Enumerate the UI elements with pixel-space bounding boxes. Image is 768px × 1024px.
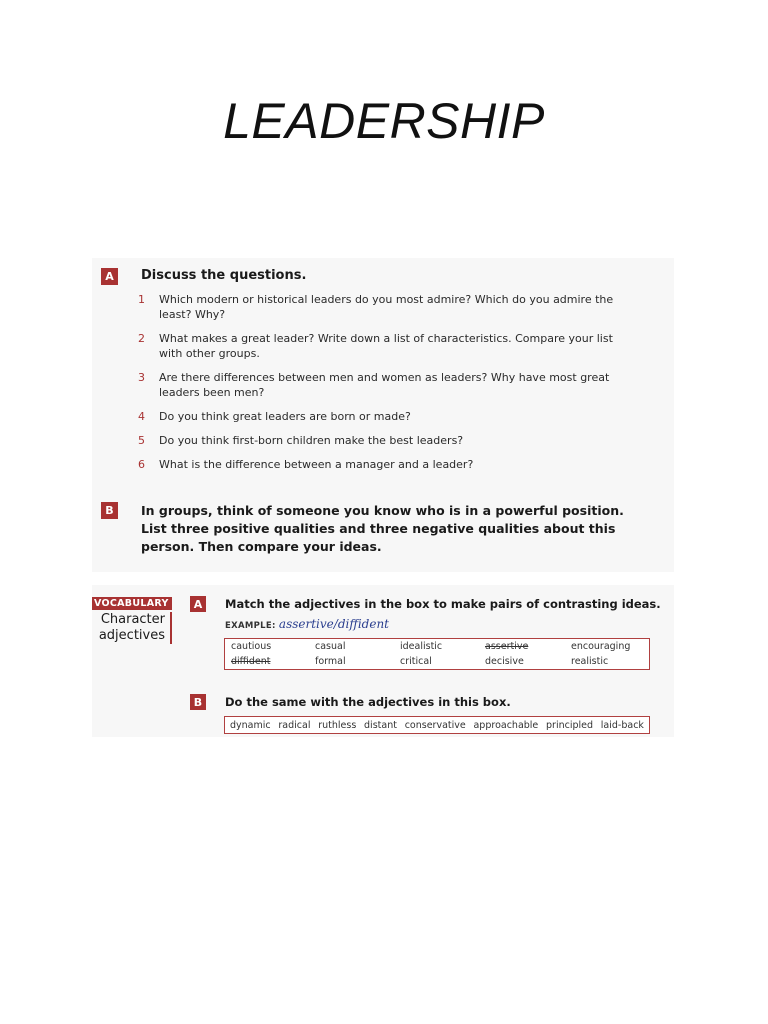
example-line xyxy=(225,617,389,631)
vocabulary-subtitle xyxy=(92,612,172,644)
vocabulary-subtitle-line1: Character xyxy=(100,612,165,627)
question-item xyxy=(138,370,628,400)
adjective-word: critical xyxy=(400,656,432,667)
vocab-b-heading: Do the same with the adjectives in this box. xyxy=(225,695,511,709)
section-b-text: In groups, think of someone you know who is in a powerful position. List three positive qualities and three negative qualities about this person. Then compare your ideas. xyxy=(141,503,624,554)
adjective-word: idealistic xyxy=(400,641,443,652)
adjective-box-b xyxy=(224,716,650,734)
adjective-word: principled xyxy=(546,719,594,731)
vocab-b-badge: B xyxy=(190,694,206,710)
adjective-word: formal xyxy=(315,656,346,667)
adjective-word-crossed: assertive xyxy=(485,641,529,652)
adjective-word: casual xyxy=(315,641,346,652)
question-number: 6 xyxy=(138,458,145,471)
adjective-word: ruthless xyxy=(318,719,357,731)
question-item xyxy=(138,457,628,472)
adjective-word: encouraging xyxy=(571,641,631,652)
question-item xyxy=(138,409,628,424)
question-text: Which modern or historical leaders do you most admire? Which do you admire the least? Why? xyxy=(159,293,614,321)
vocab-a-badge: A xyxy=(190,596,206,612)
page-title: LEADERSHIP xyxy=(223,93,545,149)
adjective-word: radical xyxy=(278,719,311,731)
section-b-badge: B xyxy=(101,502,118,519)
adjective-word: distant xyxy=(364,719,397,731)
vocab-a-heading: Match the adjectives in the box to make pairs of contrasting ideas. xyxy=(225,597,661,611)
adjective-word: dynamic xyxy=(230,719,271,731)
vocabulary-label: VOCABULARY xyxy=(92,597,172,610)
adjective-word: decisive xyxy=(485,656,524,667)
adjective-word: conservative xyxy=(404,719,466,731)
question-text: What is the difference between a manager and a leader? xyxy=(159,458,474,471)
question-number: 2 xyxy=(138,332,145,345)
question-list xyxy=(138,292,628,481)
question-text: Do you think first-born children make the best leaders? xyxy=(159,434,464,447)
question-item xyxy=(138,331,628,361)
question-number: 4 xyxy=(138,410,145,423)
question-text: Do you think great leaders are born or made? xyxy=(159,410,411,423)
question-item xyxy=(138,292,628,322)
vocabulary-subtitle-line2: adjectives xyxy=(98,628,165,643)
vocabulary-tag xyxy=(92,597,172,644)
adjective-word: laid-back xyxy=(600,719,644,731)
adjective-word: cautious xyxy=(231,641,272,652)
question-number: 3 xyxy=(138,371,145,384)
section-a-badge: A xyxy=(101,268,118,285)
question-item xyxy=(138,433,628,448)
question-number: 1 xyxy=(138,293,145,306)
section-a-heading: Discuss the questions. xyxy=(141,268,307,283)
example-answer: assertive/diffident xyxy=(278,617,390,631)
question-number: 5 xyxy=(138,434,145,447)
question-text: Are there differences between men and women as leaders? Why have most great leaders been men? xyxy=(159,371,610,399)
adjective-word: realistic xyxy=(571,656,609,667)
adjective-word: approachable xyxy=(473,719,539,731)
adjective-word-crossed: diffident xyxy=(231,656,271,667)
adjective-box-a xyxy=(224,638,650,670)
example-label: EXAMPLE: xyxy=(225,621,276,631)
question-text: What makes a great leader? Write down a list of characteristics. Compare your list with other groups. xyxy=(159,332,613,360)
